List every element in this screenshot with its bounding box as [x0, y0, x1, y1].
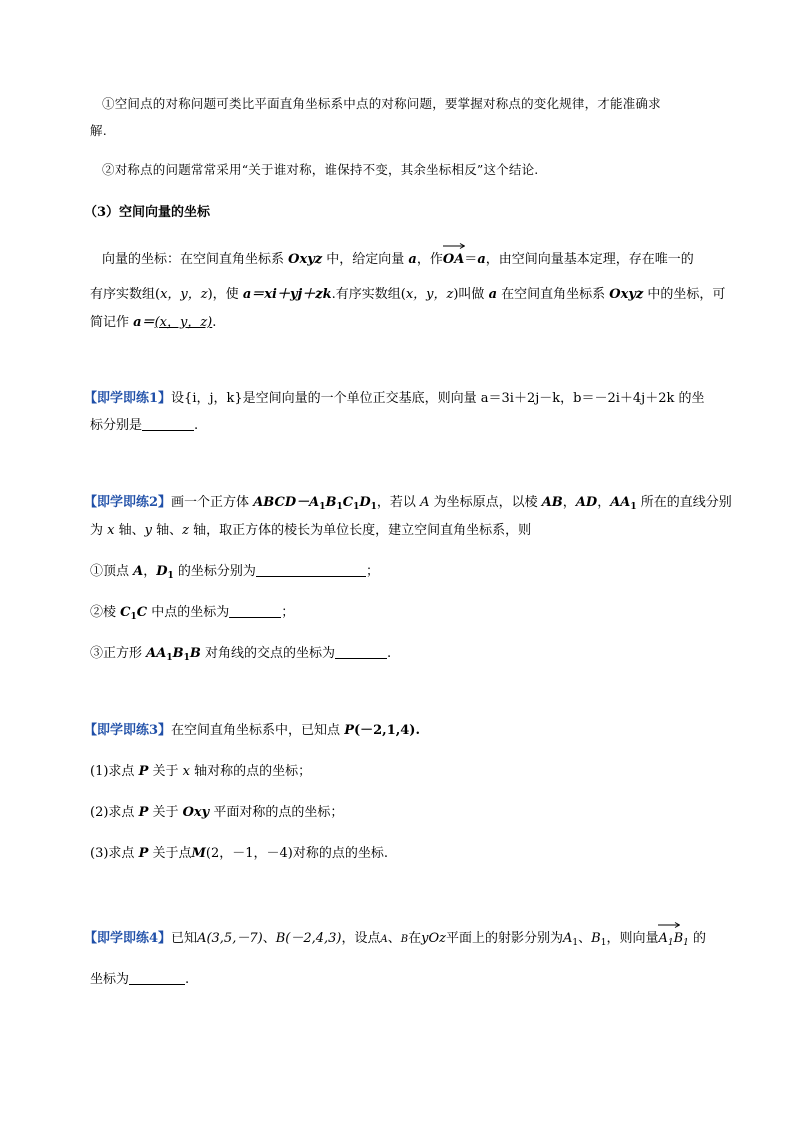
vector-def-line-1: 向量的坐标：在空间直角坐标系 Oxyz 中，给定向量 a，作 OA＝a，由空间向量基本定理，存在唯一的	[102, 250, 734, 270]
section-heading: （3）空间向量的坐标	[84, 205, 211, 220]
exercise-3-line-1: 【即学即练3】在空间直角坐标系中，已知点 P(－2,1,4).	[84, 723, 420, 738]
answer-blank[interactable]	[229, 604, 281, 618]
tip-2: ②对称点的问题常常采用“关于谁对称，谁保持不变，其余坐标相反”这个结论.	[102, 162, 539, 177]
tip-1-line-2: 解.	[90, 123, 107, 138]
tip-1-line-1: ①空间点的对称问题可类比平面直角坐标系中点的对称问题，要掌握对称点的变化规律，才能准确求	[102, 96, 661, 111]
answer-blank[interactable]	[335, 645, 387, 659]
exercise-4-tag: 【即学即练4】	[84, 931, 172, 946]
exercise-2-line-1: 【即学即练2】画一个正方体 $ABCD-A_1B_1C_1D_1$，若以 A 为坐标原点，以棱 AB，AD，$AA_1$ 所在的直线分别	[84, 495, 732, 512]
exercise-3-question-3: (3)求点 P 关于点M(2，－1，－4)对称的点的坐标.	[90, 846, 388, 861]
vector-def-line-3: 简记作 a＝(x，y，z).	[90, 315, 217, 330]
exercise-2-question-3: ③正方形 $AA_1B_1B$ 对角线的交点的坐标为 .	[90, 646, 392, 663]
exercise-2-tag: 【即学即练2】	[84, 495, 172, 510]
exercise-1-tag: 【即学即练1】	[84, 391, 172, 406]
vector-a1b1: $A_1B_1$	[658, 929, 688, 953]
exercise-1-line-2: 标分别是 .	[90, 418, 199, 433]
exercise-3-question-1: (1)求点 P 关于 x 轴对称的点的坐标；	[90, 764, 312, 779]
exercise-1-line-1: 【即学即练1】设{i，j，k}是空间向量的一个单位正交基底，则向量 a＝3i＋2j－k，b＝－2i＋4j＋2k 的坐	[84, 391, 705, 406]
answer-blank[interactable]	[129, 971, 185, 985]
vector-arrow-icon	[443, 243, 465, 249]
vector-def-line-2: 有序实数组(x，y，z)，使 a＝xi＋yj＋zk.有序实数组(x，y，z)叫做 a 在空间直角坐标系 Oxyz 中的坐标，可	[90, 287, 726, 302]
exercise-3-question-2: (2)求点 P 关于 Oxy 平面对称的点的坐标；	[90, 805, 344, 820]
answer-blank[interactable]	[256, 563, 366, 577]
exercise-3-tag: 【即学即练3】	[84, 723, 172, 738]
exercise-4-line-2: 坐标为 .	[90, 972, 190, 987]
exercise-4-line-1: 【即学即练4】已知A(3,5,－7)、B(－2,4,3)，设点A、B在yOz平面上的射影分别为$A_1$、$B_1$，则向量 $A_1B_1$ 的	[84, 929, 716, 953]
vector-arrow-icon	[658, 922, 680, 928]
exercise-2-question-1: ①顶点 A，$D_1$ 的坐标分别为 ；	[90, 564, 379, 581]
vector-oa: OA	[443, 250, 464, 270]
exercise-2-line-2: 为 x 轴、y 轴、z 轴，取正方体的棱长为单位长度，建立空间直角坐标系，则	[90, 523, 532, 538]
exercise-2-question-2: ②棱 $C_1C$ 中点的坐标为 ；	[90, 605, 295, 622]
answer-blank[interactable]	[142, 417, 194, 431]
